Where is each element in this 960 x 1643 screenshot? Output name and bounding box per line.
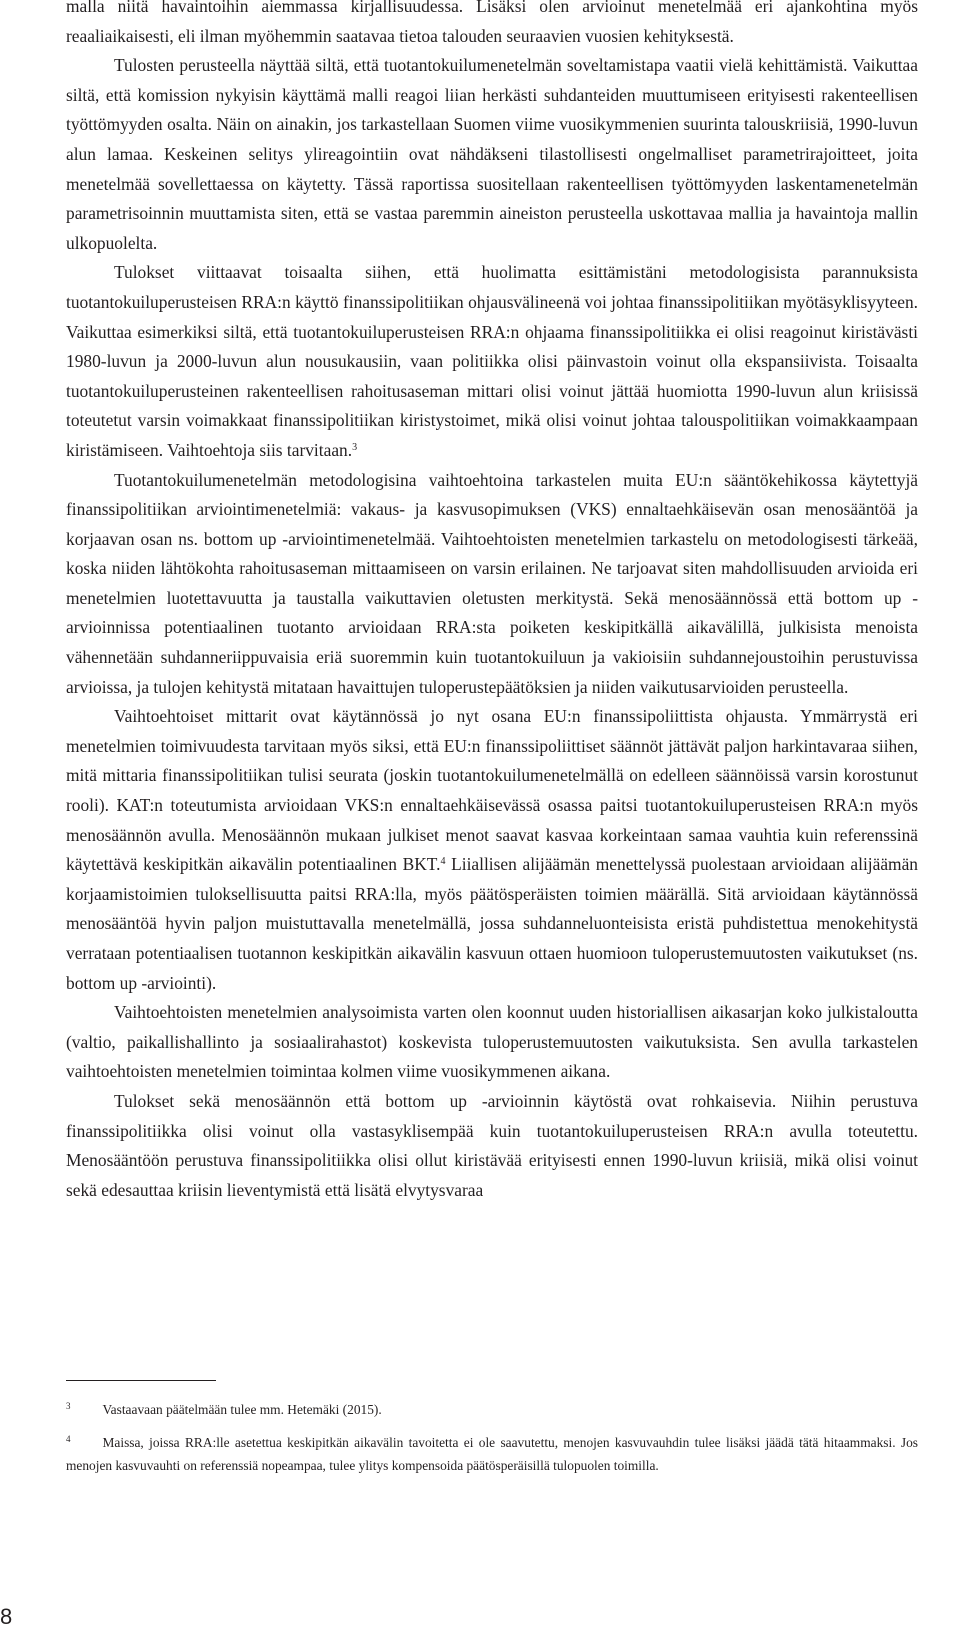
footnote-text: Vastaavaan päätelmään tulee mm. Hetemäki (2015). bbox=[102, 1402, 382, 1417]
footnote-text: Maissa, joissa RRA:lle asetettua keskipitkän aikavälin tavoitetta ei ole saavutettu, menojen kasvuvauhdin tulee lisäksi jäädä tätä hitaammaksi. Jos menojen kasvuvauhti on referenssiä nopeampaa, tulee ylitys kompensoida päätösperäisillä tulopuolen toimilla. bbox=[66, 1435, 918, 1473]
footnote-divider bbox=[66, 1380, 216, 1381]
paragraph: Vaihtoehtoisten menetelmien analysoimista varten olen koonnut uuden historiallisen aikasarjan koko julkistaloutta (valtio, paikallishallinto ja sosiaalirahastot) koskevista tuloperustemuutosten vaikutuksista. Sen avulla tarkastelen vaihtoehtoisten menetelmien toimintaa kolmen viime vuosikymmenen aikana. bbox=[66, 1002, 918, 1082]
footnote-reference[interactable]: 3 bbox=[352, 441, 358, 453]
paragraph: Tuotantokuilumenetelmän metodologisina vaihtoehtoina tarkastelen muita EU:n sääntökehikossa käytettyjä finanssipolitiikan arviointimenetelmiä: vakaus- ja kasvusopimuksen (VKS) ennaltaehkäisevän osan menosääntöä ja korjaavan osan ns. bottom up -arviointimenetelmää. Vaihtoehtoisten menetelmien tarkastelu on metodologisesti tärkeää, koska niiden lähtökohta rahoitusaseman mittaamiseen on varsin erilainen. Ne tarjoavat siten mahdollisuuden arvioida eri menetelmien luotettavuutta ja taustalla vaikuttavien oletusten merkitystä. Sekä menosäännössä että bottom up -arvioinnissa potentiaalinen tuotanto arvioidaan RRA:sta poiketen keskipitkällä aikavälillä, julkisista menoista vähennetään suhdanneriippuvaisia eriä suoremmin kuin tuotantokuiluun ja vakioisiin suhdannejoustoihin perustuvissa arvioissa, ja tulojen kehitystä mitataan havaittujen tuloperustepäätöksien ja niiden vaikutusarvioiden perusteella. bbox=[66, 469, 918, 697]
paragraph-with-footnote bbox=[66, 702, 918, 998]
paragraph-with-footnote bbox=[66, 258, 918, 465]
paragraph-text: Vaihtoehtoiset mittarit ovat käytännössä jo nyt osana EU:n finanssipoliittista ohjausta. Ymmärrystä eri menetelmien toimivuudesta tarvitaan myös siksi, että EU:n finanssipoliittiset säännöt jättävät paljon harkintavaraa siihen, mitä mittaria finanssipolitiikan tulisi seurata (joskin tuotantokuilumenetelmällä on edelleen säännöissä varsin korostunut rooli). KAT:n toteutumista arvioidaan VKS:n ennaltaehkäisevässä osassa paitsi tuotantokuiluperusteisen RRA:n myös menosäännön avulla. Menosäännön mukaan julkiset menot saavat kasvaa korkeintaan samaa vauhtia kuin referenssinä käytettävä keskipitkän aikavälin potentiaalinen BKT. bbox=[66, 706, 918, 875]
page-number: 8 bbox=[0, 1604, 13, 1629]
footnote bbox=[66, 1398, 918, 1421]
footnotes bbox=[66, 1398, 918, 1487]
footnote-reference[interactable]: 4 bbox=[440, 856, 446, 868]
footnote-number: 3 bbox=[66, 1401, 71, 1411]
body-text bbox=[66, 0, 918, 1205]
paragraph-continued: malla niitä havaintoihin aiemmassa kirjallisuudessa. Lisäksi olen arvioinut menetelmää eri ajankohtina myös reaaliaikaisesti, eli ilman myöhemmin saatavaa tietoa talouden seuraavien vuosien kehityksestä. bbox=[66, 0, 918, 46]
paragraph-text: Liiallisen alijäämän menettelyssä puolestaan arvioidaan alijäämän korjaamistoimien tuloksellisuutta paitsi RRA:lla, myös päätösperäisten toimien määrällä. Sitä arvioidaan käytännössä menosääntöä hyvin paljon muistuttavalla menetelmällä, jossa suhdanneluonteisista eristä puhdistettua menokehitystä verrataan potentiaalisen tuotannon keskipitkän aikavälin kasvuun ottaen huomioon tuloperustemuutosten vaikutukset (ns. bottom up -arviointi). bbox=[66, 854, 918, 993]
footnote bbox=[66, 1431, 918, 1477]
paragraph: Tulosten perusteella näyttää siltä, että tuotantokuilumenetelmän soveltamistapa vaatii vielä kehittämistä. Vaikuttaa siltä, että komission nykyisin käyttämä malli reagoi liian herkästi suhdanteiden muuttumiseen erityisesti rakenteellisen työttömyyden osalta. Näin on ainakin, jos tarkastellaan Suomen viime vuosikymmenien suurinta talouskriisiä, 1990-luvun alun lamaa. Keskeinen selitys ylireagointiin ovat nähdäkseni tilastollisesti ongelmalliset parametrirajoitteet, joita menetelmää sovellettaessa on käytetty. Tässä raportissa suositellaan rakenteellisen työttömyyden laskentamenetelmän parametrisoinnin muuttamista siten, että se vastaa paremmin aineiston perusteella uskottavaa mallia ja havaintoja mallin ulkopuolelta. bbox=[66, 55, 918, 253]
footnote-number: 4 bbox=[66, 1434, 71, 1444]
paragraph: Tulokset sekä menosäännön että bottom up -arvioinnin käytöstä ovat rohkaisevia. Niihin perustuva finanssipolitiikka olisi voinut olla vastasyklisempää kuin tuotantokuiluperusteisen RRA:n avulla toteutettu. Menosääntöön perustuva finanssipolitiikka olisi ollut kiristävää erityisesti ennen 1990-luvun kriisiä, mikä olisi voinut sekä edesauttaa kriisin lieventymistä että lisätä elvytysvaraa bbox=[66, 1090, 918, 1200]
paragraph-text: Tulokset viittaavat toisaalta siihen, että huolimatta esittämistäni metodologisista parannuksista tuotantokuiluperusteisen RRA:n käyttö finanssipolitiikan ohjausvälineenä voi johtaa finanssipolitiikan myötäsyklisyyteen. Vaikuttaa esimerkiksi siltä, että tuotantokuiluperusteisen RRA:n ohjaama finanssipolitiikka ei olisi reagoinut kiristävästi 1980-luvun ja 2000-luvun alun nousukausiin, vaan politiikka olisi päinvastoin voinut olla ekspansiivista. Toisaalta tuotantokuiluperusteinen rakenteellisen rahoitusaseman mittari olisi voinut jättää huomiotta 1990-luvun alun kriisissä toteutetut varsin voimakkaat finanssipolitiikan kiristystoimet, mikä olisi voinut johtaa talouspolitiikan voimakkaampaan kiristämiseen. Vaihtoehtoja siis tarvitaan. bbox=[66, 262, 918, 460]
